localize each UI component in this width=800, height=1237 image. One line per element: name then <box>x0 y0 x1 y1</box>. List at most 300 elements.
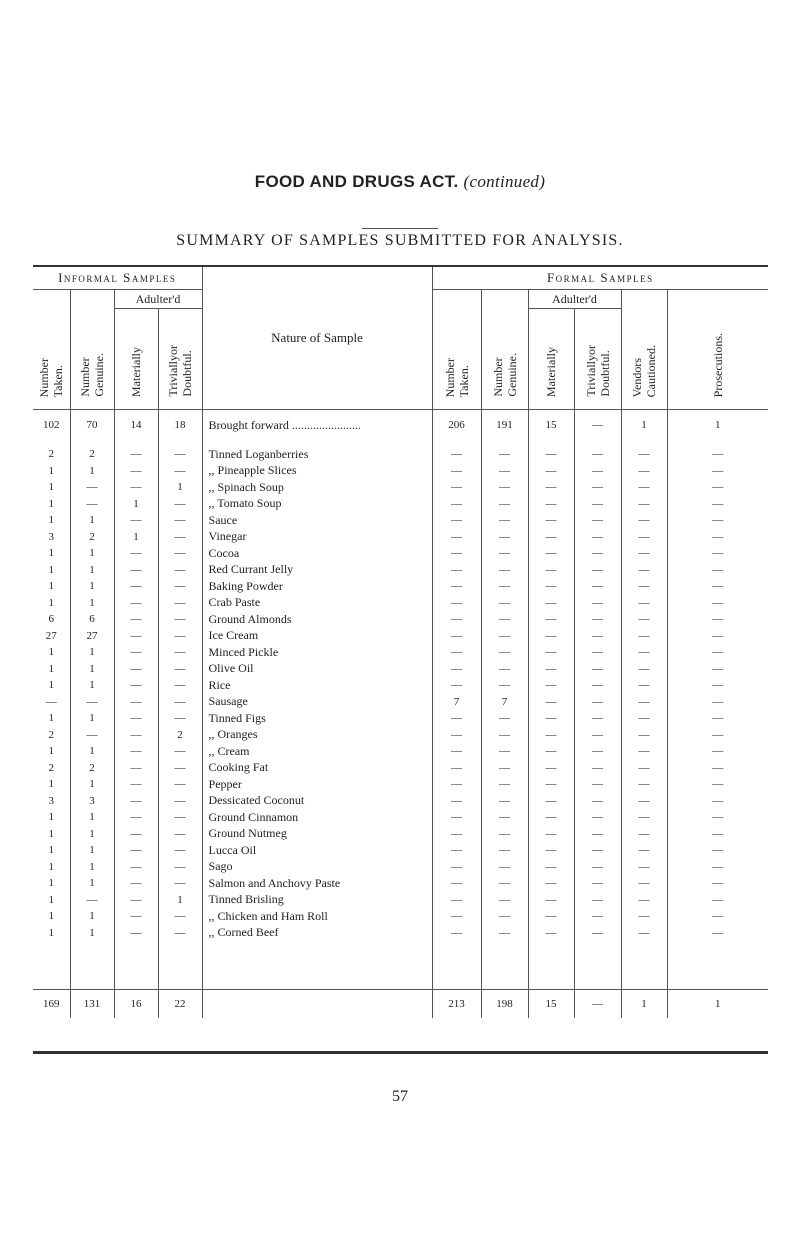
table-row <box>33 793 768 810</box>
table-cell: — <box>158 595 202 612</box>
table-cell: — <box>114 562 158 579</box>
table-cell: — <box>528 892 574 909</box>
table-row <box>33 908 768 925</box>
table-cell: — <box>432 710 481 727</box>
table-cell: — <box>667 809 768 826</box>
table-cell: — <box>432 611 481 628</box>
table-cell: 6 <box>70 611 114 628</box>
table-cell: 1 <box>48 547 54 560</box>
table-cell <box>481 941 528 990</box>
sample-name: Baking Powder <box>202 578 432 595</box>
table-cell: — <box>114 925 158 942</box>
total-cell: 1 <box>667 990 768 1019</box>
table-cell: — <box>667 859 768 876</box>
table-cell: — <box>158 677 202 694</box>
sample-name: Ground Cinnamon <box>202 809 432 826</box>
table-cell: — <box>158 826 202 843</box>
table-cell: 1 <box>48 860 54 873</box>
table-cell: — <box>158 743 202 760</box>
table-cell: 1 <box>70 842 114 859</box>
table-cell: — <box>114 809 158 826</box>
table-cell: 2 <box>70 529 114 546</box>
table-cell: 1 <box>70 677 114 694</box>
table-cell: — <box>432 875 481 892</box>
table-row <box>33 776 768 793</box>
table-cell: 1 <box>48 497 54 510</box>
spacer-row <box>33 941 768 990</box>
table-cell: 7 <box>432 694 481 711</box>
table-cell: — <box>481 859 528 876</box>
table-cell: — <box>158 578 202 595</box>
table-cell: — <box>481 578 528 595</box>
table-cell: 1 <box>70 776 114 793</box>
brought-forward-row <box>33 410 768 441</box>
table-row <box>33 760 768 777</box>
table-cell: 1 <box>70 661 114 678</box>
table-cell: — <box>114 677 158 694</box>
table-row <box>33 743 768 760</box>
sample-name: ,, Spinach Soup <box>202 479 432 496</box>
table-cell: 7 <box>481 694 528 711</box>
table-cell: — <box>574 578 621 595</box>
total-cell: 131 <box>70 990 114 1019</box>
table-cell: — <box>432 595 481 612</box>
table-cell: — <box>432 776 481 793</box>
table-row <box>33 578 768 595</box>
table-cell: — <box>574 743 621 760</box>
table-cell: — <box>432 578 481 595</box>
table-cell: 1 <box>48 646 54 659</box>
sample-name: ,, Corned Beef <box>202 925 432 942</box>
table-cell: — <box>70 727 114 744</box>
table-cell: — <box>114 644 158 661</box>
table-cell: — <box>528 562 574 579</box>
table-cell: — <box>70 479 114 496</box>
table-cell: — <box>114 875 158 892</box>
table-cell: — <box>574 677 621 694</box>
table-cell: — <box>158 875 202 892</box>
table-cell: — <box>667 842 768 859</box>
table-cell: 1 <box>70 710 114 727</box>
table-cell: — <box>667 760 768 777</box>
table-cell: — <box>114 463 158 480</box>
vendors-cautioned-header: Vendors Cautioned. <box>621 290 667 410</box>
sample-name: Minced Pickle <box>202 644 432 661</box>
table-cell: — <box>114 628 158 645</box>
table-cell: — <box>528 595 574 612</box>
formal-materially-header: Materially <box>528 309 574 410</box>
table-cell: — <box>114 578 158 595</box>
table-cell: — <box>667 545 768 562</box>
table-cell: — <box>481 463 528 480</box>
table-cell: — <box>667 512 768 529</box>
table-cell: 3 <box>48 794 54 807</box>
table-cell: — <box>114 760 158 777</box>
table-cell: — <box>481 661 528 678</box>
sample-name: Sauce <box>202 512 432 529</box>
table-cell: — <box>528 694 574 711</box>
table-cell: — <box>432 908 481 925</box>
table-cell: — <box>667 562 768 579</box>
table-cell: — <box>667 776 768 793</box>
title-suffix: (continued) <box>463 172 546 191</box>
page-number: 57 <box>392 1088 408 1105</box>
table-cell: — <box>432 809 481 826</box>
table-cell: — <box>481 628 528 645</box>
table-cell: — <box>528 859 574 876</box>
table-cell: — <box>158 859 202 876</box>
table-cell: — <box>158 611 202 628</box>
table-row <box>33 496 768 513</box>
table-cell: — <box>528 512 574 529</box>
table-cell: — <box>667 793 768 810</box>
total-cell: 22 <box>158 990 202 1019</box>
sample-name: Vinegar <box>202 529 432 546</box>
sample-name: Ground Almonds <box>202 611 432 628</box>
table-cell: 70 <box>70 410 114 441</box>
table-cell: — <box>528 727 574 744</box>
table-cell: — <box>481 562 528 579</box>
table-cell: — <box>621 760 667 777</box>
table-cell: — <box>528 545 574 562</box>
table-cell: — <box>481 529 528 546</box>
table-cell: — <box>114 512 158 529</box>
sample-name: Cocoa <box>202 545 432 562</box>
table-cell: — <box>481 595 528 612</box>
table-cell: 1 <box>48 893 54 906</box>
table-cell: — <box>621 611 667 628</box>
total-cell: 1 <box>621 990 667 1019</box>
table-cell: — <box>667 677 768 694</box>
table-cell <box>202 941 432 990</box>
table-cell: — <box>621 529 667 546</box>
table-cell: — <box>667 479 768 496</box>
table-cell: — <box>114 545 158 562</box>
table-cell: 1 <box>70 463 114 480</box>
table-cell: — <box>158 446 202 463</box>
table-cell: — <box>667 743 768 760</box>
table-cell: — <box>574 727 621 744</box>
table-cell: 1 <box>70 743 114 760</box>
formal-adulterated-header: Adulter'd <box>528 290 621 309</box>
table-cell: — <box>432 628 481 645</box>
table-row <box>33 859 768 876</box>
table-cell: — <box>621 595 667 612</box>
table-cell: — <box>667 892 768 909</box>
table-cell: 206 <box>432 410 481 441</box>
table-row <box>33 562 768 579</box>
table-cell: — <box>158 908 202 925</box>
table-cell: 1 <box>621 410 667 441</box>
table-cell: 2 <box>70 760 114 777</box>
table-cell: 1 <box>70 578 114 595</box>
table-cell: 3 <box>48 530 54 543</box>
table-bottom-rule <box>33 1051 768 1054</box>
table-cell: — <box>481 809 528 826</box>
table-cell: — <box>574 545 621 562</box>
table-cell: — <box>114 727 158 744</box>
table-cell: 1 <box>48 877 54 890</box>
table-cell: — <box>481 644 528 661</box>
page-title <box>0 172 800 192</box>
table-cell: — <box>667 710 768 727</box>
table-cell: — <box>574 760 621 777</box>
table-cell: — <box>114 842 158 859</box>
table-cell: — <box>481 793 528 810</box>
table-cell: — <box>621 677 667 694</box>
table-cell: — <box>481 908 528 925</box>
table-cell: — <box>158 776 202 793</box>
table-cell: — <box>432 562 481 579</box>
table-cell: 1 <box>48 926 54 939</box>
table-cell: 1 <box>70 562 114 579</box>
table-row <box>33 512 768 529</box>
table-cell: — <box>432 644 481 661</box>
table-row <box>33 529 768 546</box>
table-row <box>33 875 768 892</box>
table-cell: — <box>667 611 768 628</box>
table-cell: — <box>621 496 667 513</box>
table-cell: — <box>574 859 621 876</box>
formal-trivially-header: Triviallyor Doubtful. <box>574 309 621 410</box>
table-cell: — <box>114 661 158 678</box>
table-cell: — <box>574 562 621 579</box>
prosecutions-header: Prosecutions. <box>667 290 768 410</box>
table-cell: 1 <box>70 809 114 826</box>
table-cell: — <box>158 793 202 810</box>
table-cell: — <box>114 826 158 843</box>
table-cell: — <box>481 892 528 909</box>
sample-name: Ice Cream <box>202 628 432 645</box>
table-cell: — <box>667 463 768 480</box>
table-cell: — <box>432 661 481 678</box>
table-cell: 1 <box>48 679 54 692</box>
table-cell: — <box>481 677 528 694</box>
table-cell: — <box>45 695 57 708</box>
table-cell: 1 <box>48 662 54 675</box>
table-cell <box>621 941 667 990</box>
table-row <box>33 644 768 661</box>
table-cell: — <box>432 826 481 843</box>
informal-trivially-header: Triviallyor Doubtful. <box>158 309 202 410</box>
table-cell: — <box>667 644 768 661</box>
table-cell: — <box>621 826 667 843</box>
total-cell <box>202 990 432 1019</box>
table-cell: — <box>114 776 158 793</box>
table-cell: 1 <box>70 595 114 612</box>
sample-name: Olive Oil <box>202 661 432 678</box>
table-row <box>33 479 768 496</box>
table-cell: — <box>114 446 158 463</box>
table-cell: — <box>158 710 202 727</box>
table-cell: 18 <box>158 410 202 441</box>
table-cell: — <box>574 595 621 612</box>
table-cell: — <box>667 875 768 892</box>
table-cell: 1 <box>48 712 54 725</box>
samples-table <box>33 265 768 1018</box>
table-cell: — <box>667 578 768 595</box>
table-cell <box>33 941 70 990</box>
table-cell: 2 <box>70 446 114 463</box>
table-cell: — <box>528 628 574 645</box>
table-cell: — <box>158 661 202 678</box>
table-row <box>33 595 768 612</box>
table-cell: 3 <box>70 793 114 810</box>
table-cell: — <box>574 644 621 661</box>
table-row <box>33 545 768 562</box>
table-cell: — <box>621 562 667 579</box>
table-row <box>33 892 768 909</box>
table-cell: — <box>432 925 481 942</box>
total-cell: 16 <box>114 990 158 1019</box>
table-cell: — <box>114 479 158 496</box>
table-row <box>33 628 768 645</box>
table-cell: — <box>621 446 667 463</box>
table-cell: — <box>574 809 621 826</box>
table-cell: — <box>528 710 574 727</box>
sample-name: Pepper <box>202 776 432 793</box>
table-cell: — <box>621 661 667 678</box>
table-cell: — <box>432 512 481 529</box>
sample-name: Tinned Figs <box>202 710 432 727</box>
table-cell: — <box>621 776 667 793</box>
table-row <box>33 611 768 628</box>
table-cell: — <box>574 908 621 925</box>
table-cell: — <box>574 479 621 496</box>
table-cell: — <box>481 545 528 562</box>
table-cell: — <box>528 446 574 463</box>
table-cell: — <box>621 892 667 909</box>
table-row <box>33 826 768 843</box>
table-cell: 27 <box>45 629 57 642</box>
table-cell: — <box>528 793 574 810</box>
table-cell: 1 <box>48 580 54 593</box>
table-cell: 1 <box>48 910 54 923</box>
table-cell: — <box>528 611 574 628</box>
table-cell: — <box>621 694 667 711</box>
sample-name: Lucca Oil <box>202 842 432 859</box>
table-cell: — <box>667 496 768 513</box>
table-cell: 102 <box>43 419 60 431</box>
table-cell: — <box>158 628 202 645</box>
table-cell: — <box>528 760 574 777</box>
table-cell: 1 <box>48 827 54 840</box>
table-cell: — <box>667 694 768 711</box>
table-cell: — <box>114 892 158 909</box>
table-cell: — <box>158 529 202 546</box>
table-cell: 1 <box>48 844 54 857</box>
total-cell: — <box>574 990 621 1019</box>
sample-name: Tinned Brisling <box>202 892 432 909</box>
table-cell: — <box>574 925 621 942</box>
table-row <box>33 710 768 727</box>
table-cell: — <box>528 826 574 843</box>
formal-number-genuine-header: Number Genuine. <box>481 290 528 410</box>
table-cell: — <box>574 875 621 892</box>
table-cell: 1 <box>70 512 114 529</box>
table-cell: — <box>114 793 158 810</box>
table-cell: — <box>621 842 667 859</box>
table-cell: — <box>667 446 768 463</box>
table-cell: — <box>574 842 621 859</box>
table-cell: 1 <box>48 778 54 791</box>
table-cell: — <box>158 842 202 859</box>
table-cell: — <box>574 826 621 843</box>
table-cell <box>158 941 202 990</box>
table-cell: — <box>528 875 574 892</box>
sample-name: Salmon and Anchovy Paste <box>202 875 432 892</box>
table-cell: — <box>432 529 481 546</box>
table-cell <box>667 941 768 990</box>
informal-number-taken-header: Number Taken. <box>33 290 70 410</box>
table-cell: — <box>574 446 621 463</box>
table-cell: — <box>114 595 158 612</box>
table-cell: — <box>481 446 528 463</box>
table-cell: — <box>158 496 202 513</box>
table-cell: — <box>528 743 574 760</box>
table-cell: — <box>667 826 768 843</box>
table-cell: 2 <box>158 727 202 744</box>
sample-name: ,, Tomato Soup <box>202 496 432 513</box>
table-cell: — <box>528 908 574 925</box>
table-cell: — <box>574 793 621 810</box>
formal-samples-header: Formal Samples <box>432 266 768 290</box>
table-cell: 1 <box>70 875 114 892</box>
sample-name: Sago <box>202 859 432 876</box>
table-cell: — <box>528 529 574 546</box>
table-cell: — <box>621 925 667 942</box>
total-cell: 213 <box>432 990 481 1019</box>
totals-row <box>33 990 768 1019</box>
table-cell: 1 <box>70 908 114 925</box>
table-cell: — <box>528 809 574 826</box>
informal-samples-header: Informal Samples <box>33 266 202 290</box>
table-cell: — <box>432 859 481 876</box>
table-cell: — <box>574 776 621 793</box>
table-cell: 1 <box>158 892 202 909</box>
table-cell: — <box>621 512 667 529</box>
table-cell: — <box>481 496 528 513</box>
table-cell: — <box>574 410 621 441</box>
table-cell: 2 <box>48 761 54 774</box>
table-cell: — <box>528 776 574 793</box>
table-cell: 15 <box>528 410 574 441</box>
sample-name: Cooking Fat <box>202 760 432 777</box>
table-cell: — <box>432 463 481 480</box>
table-cell: 2 <box>48 448 54 461</box>
title-divider <box>362 228 438 229</box>
informal-materially-header: Materially <box>114 309 158 410</box>
table-row <box>33 694 768 711</box>
sample-name: Sausage <box>202 694 432 711</box>
table-cell: — <box>432 842 481 859</box>
table-cell: — <box>667 925 768 942</box>
total-cell: 169 <box>33 990 70 1019</box>
table-row <box>33 661 768 678</box>
table-cell: — <box>528 578 574 595</box>
sample-name: Rice <box>202 677 432 694</box>
table-cell: — <box>432 727 481 744</box>
table-cell: — <box>481 842 528 859</box>
table-cell: — <box>528 677 574 694</box>
table-cell: — <box>667 908 768 925</box>
table-cell: — <box>158 463 202 480</box>
table-cell: 1 <box>70 826 114 843</box>
table-cell: — <box>621 859 667 876</box>
informal-number-genuine-header: Number Genuine. <box>70 290 114 410</box>
table-cell: — <box>621 545 667 562</box>
sample-name: Ground Nutmeg <box>202 826 432 843</box>
